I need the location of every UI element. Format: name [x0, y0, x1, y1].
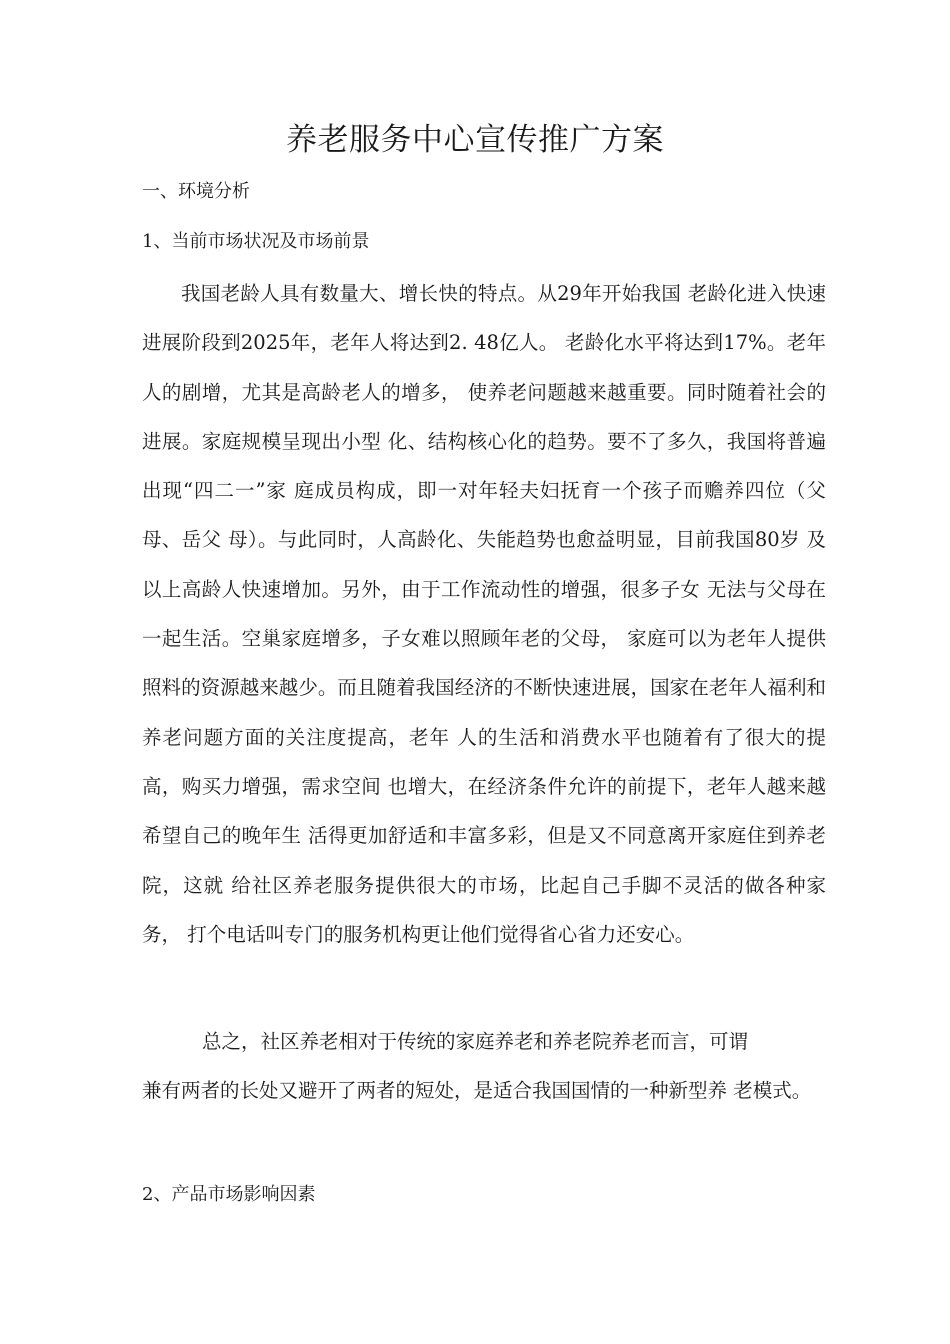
paragraph-summary-first-line: 总之，社区养老相对于传统的家庭养老和养老院养老而言，可谓: [202, 1030, 749, 1053]
subsection-heading-product-factors: 2、产品市场影响因素: [142, 1184, 316, 1205]
section-heading-environment-analysis: 一、环境分析: [142, 181, 250, 202]
document-title: 养老服务中心宣传推广方案: [286, 122, 664, 158]
paragraph-summary: [142, 1017, 826, 1116]
paragraph-summary-rest: 兼有两者的长处又避开了两者的短处，是适合我国国情的一种新型养 老模式。: [142, 1079, 812, 1103]
paragraph-market-outlook: 我国老龄人具有数量大、增长快的特点。从29年开始我国 老龄化进入快速进展阶段到2025年，老年人将达到2. 48亿人。 老龄化水平将达到17%。老年人的剧增，尤其是高龄老人的增多， 使养老问题越来越重要。同时随着社会的进展。家庭规模呈现出小型 化、结构核心化的趋势。要不了多久，我国将普遍出现“四二一”家 庭成员构成，即一对年轻夫妇抚育一个孩子而赡养四位（父母、岳父 母）。与此同时，人高龄化、失能趋势也愈益明显，目前我国80岁 及以上高龄人快速增加。另外，由于工作流动性的增强，很多子女 无法与父母在一起生活。空巢家庭增多，子女难以照顾年老的父母， 家庭可以为老年人提供照料的资源越来越少。而且随着我国经济的不断快速进展，国家在老年人福利和养老问题方面的关注度提高，老年 人的生活和消费水平也随着有了很大的提高，购买力增强，需求空间 也增大，在经济条件允许的前提下，老年人越来越希望自己的晚年生 活得更加舒适和丰富多彩，但是又不同意离开家庭住到养老院，这就 给社区养老服务提供很大的市场，比起自己手脚不灵活的做各种家务， 打个电话叫专门的服务机构更让他们觉得省心省力还安心。: [142, 282, 826, 946]
subsection-heading-market-status: 1、当前市场状况及市场前景: [142, 231, 370, 252]
